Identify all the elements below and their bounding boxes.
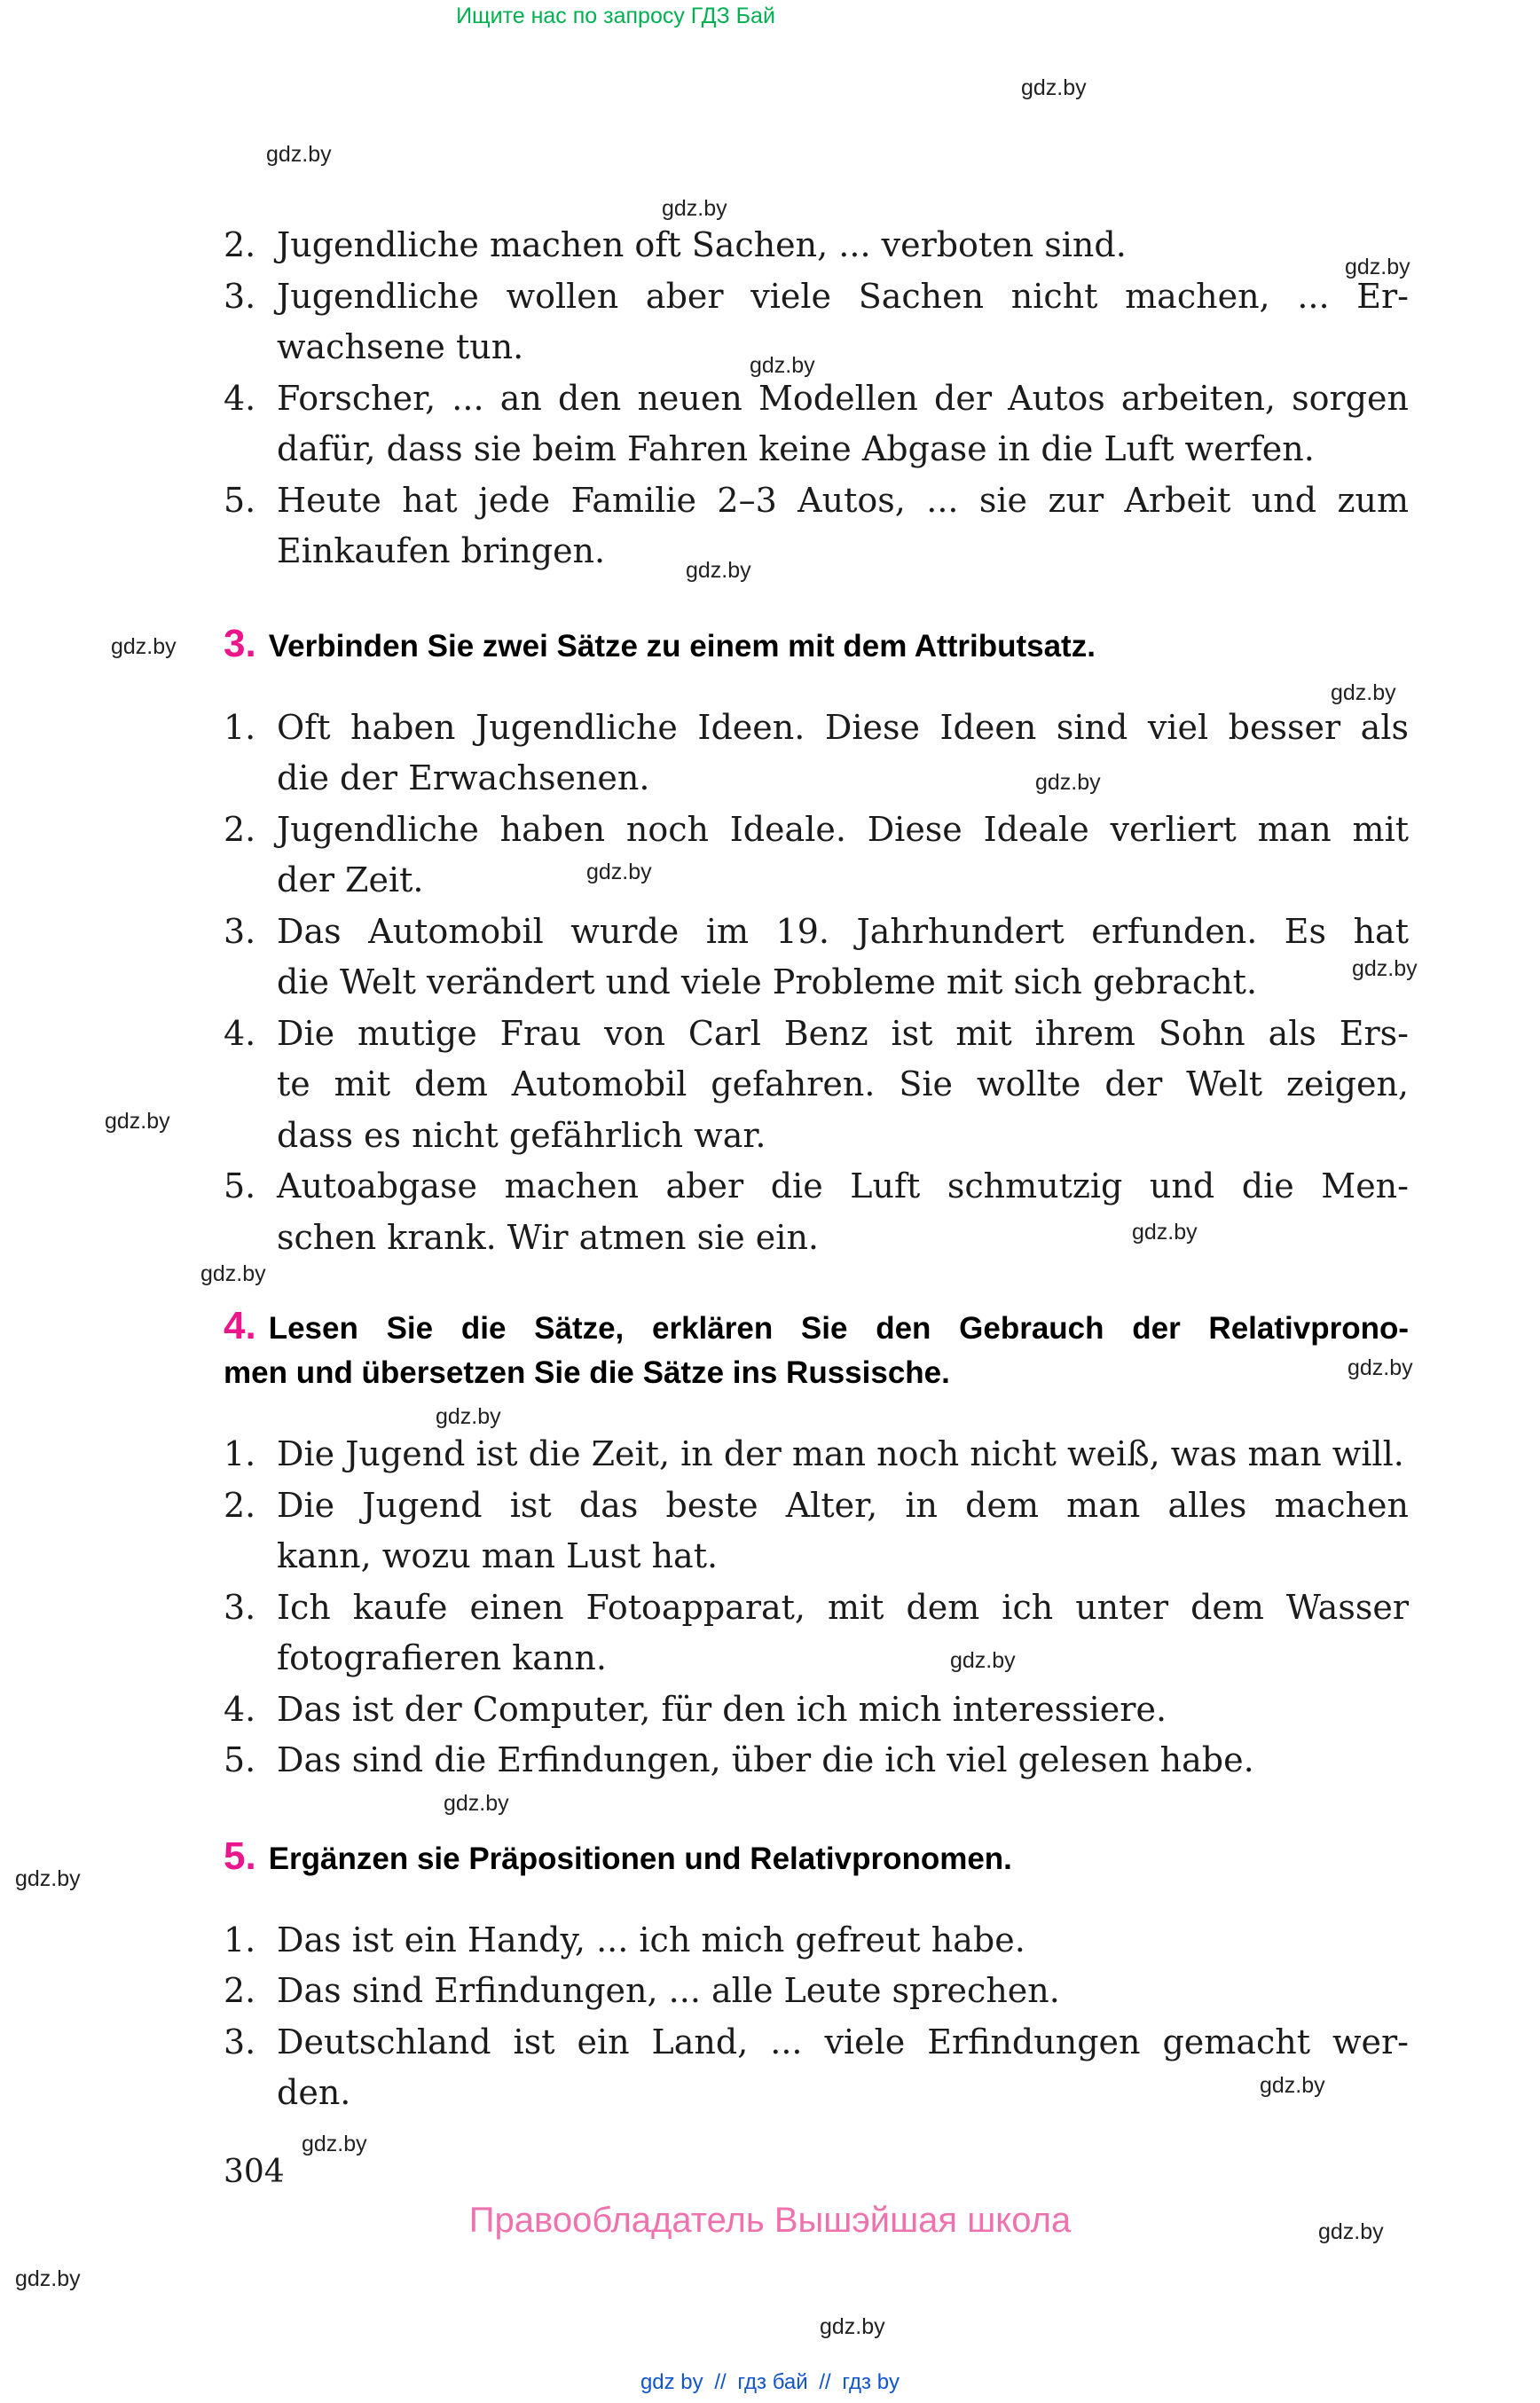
item-number: 2. (224, 225, 256, 264)
list-item (224, 220, 1409, 271)
exercise-item-line: schen krank. Wir atmen sie ein. (277, 1217, 820, 1257)
exercise-5 (224, 1834, 1409, 2119)
watermark: gdz.by (436, 1404, 501, 1429)
exercise-3 (224, 622, 1409, 1264)
list-item (224, 2017, 1409, 2119)
watermark: gdz.by (200, 1261, 266, 1286)
intro-list (224, 220, 1409, 577)
watermark: gdz.by (686, 558, 751, 583)
watermark: gdz.by (15, 1866, 81, 1891)
list-item (224, 1915, 1409, 1967)
item-number: 4. (224, 378, 256, 418)
list-item (224, 1480, 1409, 1582)
watermark: gdz.by (1318, 2219, 1384, 2244)
exercise-item-line: 2. Das sind Erfindungen, ... alle Leute sprechen. (224, 1966, 1409, 2017)
exercise-item-line: te mit dem Automobil gefahren. Sie wollte der Welt zeigen, (277, 1064, 1409, 1103)
main-text-column (224, 0, 1409, 2119)
item-number: 4. (224, 1689, 256, 1729)
exercise-item-line: 1. Die Jugend ist die Zeit, in der man noch nicht weiß, was man will. (224, 1429, 1409, 1480)
list-item (224, 1582, 1409, 1684)
exercise-item-line: wachsene tun. (277, 327, 524, 366)
exercise-item-line: die der Erwachsenen. (277, 758, 650, 797)
watermark: gdz.by (1331, 680, 1396, 705)
exercise-item-line: dass es nicht gefährlich war. (277, 1115, 766, 1155)
watermark: gdz.by (950, 1648, 1016, 1673)
item-number: 4. (224, 1013, 256, 1053)
item-number: 5. (224, 480, 256, 520)
watermark: gdz.by (586, 860, 652, 884)
exercise-item-line: der Zeit. (277, 860, 424, 899)
watermark: gdz.by (302, 2132, 367, 2156)
exercise-item-line: 3. Deutschland ist ein Land, ... viele Erfindungen gemacht wer- (224, 2017, 1409, 2069)
page-number: 304 (224, 2154, 285, 2190)
exercise-item-line: den. (277, 2073, 351, 2112)
exercise-heading-line: men und übersetzen Sie die Sätze ins Russische. (224, 1355, 950, 1390)
watermark: gdz.by (750, 353, 815, 378)
exercise-item-line: 5. Autoabgase machen aber die Luft schmutzig und die Men- (224, 1161, 1409, 1213)
watermark: gdz.by (1352, 956, 1418, 981)
exercise-item-line: 4. Die mutige Frau von Carl Benz ist mit ihrem Sohn als Ers- (224, 1009, 1409, 1060)
item-number: 1. (224, 707, 256, 747)
footer-link[interactable]: гдз by (842, 2370, 900, 2394)
item-number: 5. (224, 1166, 256, 1205)
item-number: 2. (224, 809, 256, 849)
watermark: gdz.by (1035, 770, 1101, 795)
item-number: 1. (224, 1434, 256, 1473)
watermark: gdz.by (1132, 1220, 1198, 1245)
exercise-heading: 3. Verbinden Sie zwei Sätze zu einem mit dem Attributsatz. (224, 621, 1096, 665)
item-number: 2. (224, 1485, 256, 1525)
exercise-number: 5. (224, 1834, 256, 1878)
list-item (224, 1009, 1409, 1162)
exercise-item-line: 2. Jugendliche machen oft Sachen, ... verboten sind. (224, 220, 1409, 271)
exercise-heading (224, 1304, 1409, 1395)
watermark: gdz.by (444, 1791, 509, 1816)
exercise-item-line: die Welt verändert und viele Probleme mit sich gebracht. (277, 962, 1258, 1001)
exercise-item-line: 4. Forscher, ... an den neuen Modellen der Autos arbeiten, sorgen (224, 373, 1409, 425)
exercise-item-line: Einkaufen bringen. (277, 531, 606, 570)
list-item (224, 1429, 1409, 1480)
item-number: 1. (224, 1920, 256, 1959)
list-item (224, 907, 1409, 1009)
list-item (224, 373, 1409, 475)
watermark: gdz.by (1021, 75, 1087, 100)
exercise-item-line: 5. Heute hat jede Familie 2–3 Autos, ... sie zur Arbeit und zum (224, 475, 1409, 527)
list-item (224, 703, 1409, 805)
item-number: 5. (224, 1740, 256, 1779)
exercise-item-line: 1. Oft haben Jugendliche Ideen. Diese Ideen sind viel besser als (224, 703, 1409, 754)
link-separator: // (819, 2370, 831, 2394)
footer-links (0, 2370, 1540, 2395)
exercise-number: 3. (224, 621, 256, 665)
exercise-item-line: 2. Die Jugend ist das beste Alter, in dem man alles machen (224, 1480, 1409, 1532)
top-search-note: Ищите нас по запросу ГДЗ Бай (456, 4, 775, 28)
list-item (224, 1161, 1409, 1263)
exercise-heading-line: 4. Lesen Sie die Sätze, erklären Sie den Gebrauch der Relativprono- (224, 1304, 1409, 1347)
watermark: gdz.by (1348, 1355, 1413, 1380)
watermark: gdz.by (662, 196, 727, 221)
list-item (224, 1684, 1409, 1736)
exercise-item-line: kann, wozu man Lust hat. (277, 1536, 719, 1575)
exercise-item-line: 1. Das ist ein Handy, ... ich mich gefreut habe. (224, 1915, 1409, 1967)
item-number: 3. (224, 1587, 256, 1627)
item-number: 3. (224, 911, 256, 951)
exercise-item-line: fotografieren kann. (277, 1638, 607, 1677)
watermark: gdz.by (266, 142, 332, 167)
list-item (224, 1735, 1409, 1787)
watermark: gdz.by (111, 634, 177, 659)
watermark: gdz.by (105, 1109, 170, 1134)
watermark: gdz.by (1260, 2073, 1325, 2098)
item-number: 2. (224, 1971, 256, 2010)
watermark: gdz.by (820, 2314, 885, 2339)
publisher-line: Правообладатель Вышэйшая школа (468, 2201, 1072, 2240)
list-item (224, 271, 1409, 373)
exercise-item-line: 2. Jugendliche haben noch Ideale. Diese Ideale verliert man mit (224, 805, 1409, 856)
exercise-item-line: 5. Das sind die Erfindungen, über die ich viel gelesen habe. (224, 1735, 1409, 1787)
watermark: gdz.by (15, 2266, 81, 2291)
item-number: 3. (224, 2022, 256, 2061)
exercise-item-line: 3. Das Automobil wurde im 19. Jahrhundert erfunden. Es hat (224, 907, 1409, 958)
footer-link[interactable]: гдз бай (737, 2370, 808, 2394)
footer-link[interactable]: gdz by (640, 2370, 703, 2394)
exercise-heading: 5. Ergänzen sie Präpositionen und Relativpronomen. (224, 1834, 1012, 1878)
link-separator: // (714, 2370, 727, 2394)
item-number: 3. (224, 276, 256, 316)
exercise-item-line: 3. Ich kaufe einen Fotoapparat, mit dem ich unter dem Wasser (224, 1582, 1409, 1634)
list-item (224, 1966, 1409, 2017)
exercise-item-line: 3. Jugendliche wollen aber viele Sachen nicht machen, ... Er- (224, 271, 1409, 323)
exercise-number: 4. (224, 1304, 256, 1347)
exercise-item-line: 4. Das ist der Computer, für den ich mich interessiere. (224, 1684, 1409, 1736)
watermark: gdz.by (1345, 255, 1410, 279)
list-item (224, 475, 1409, 577)
exercise-item-line: dafür, dass sie beim Fahren keine Abgase in die Luft werfen. (277, 429, 1315, 468)
exercise-4 (224, 1304, 1409, 1787)
list-item (224, 805, 1409, 907)
